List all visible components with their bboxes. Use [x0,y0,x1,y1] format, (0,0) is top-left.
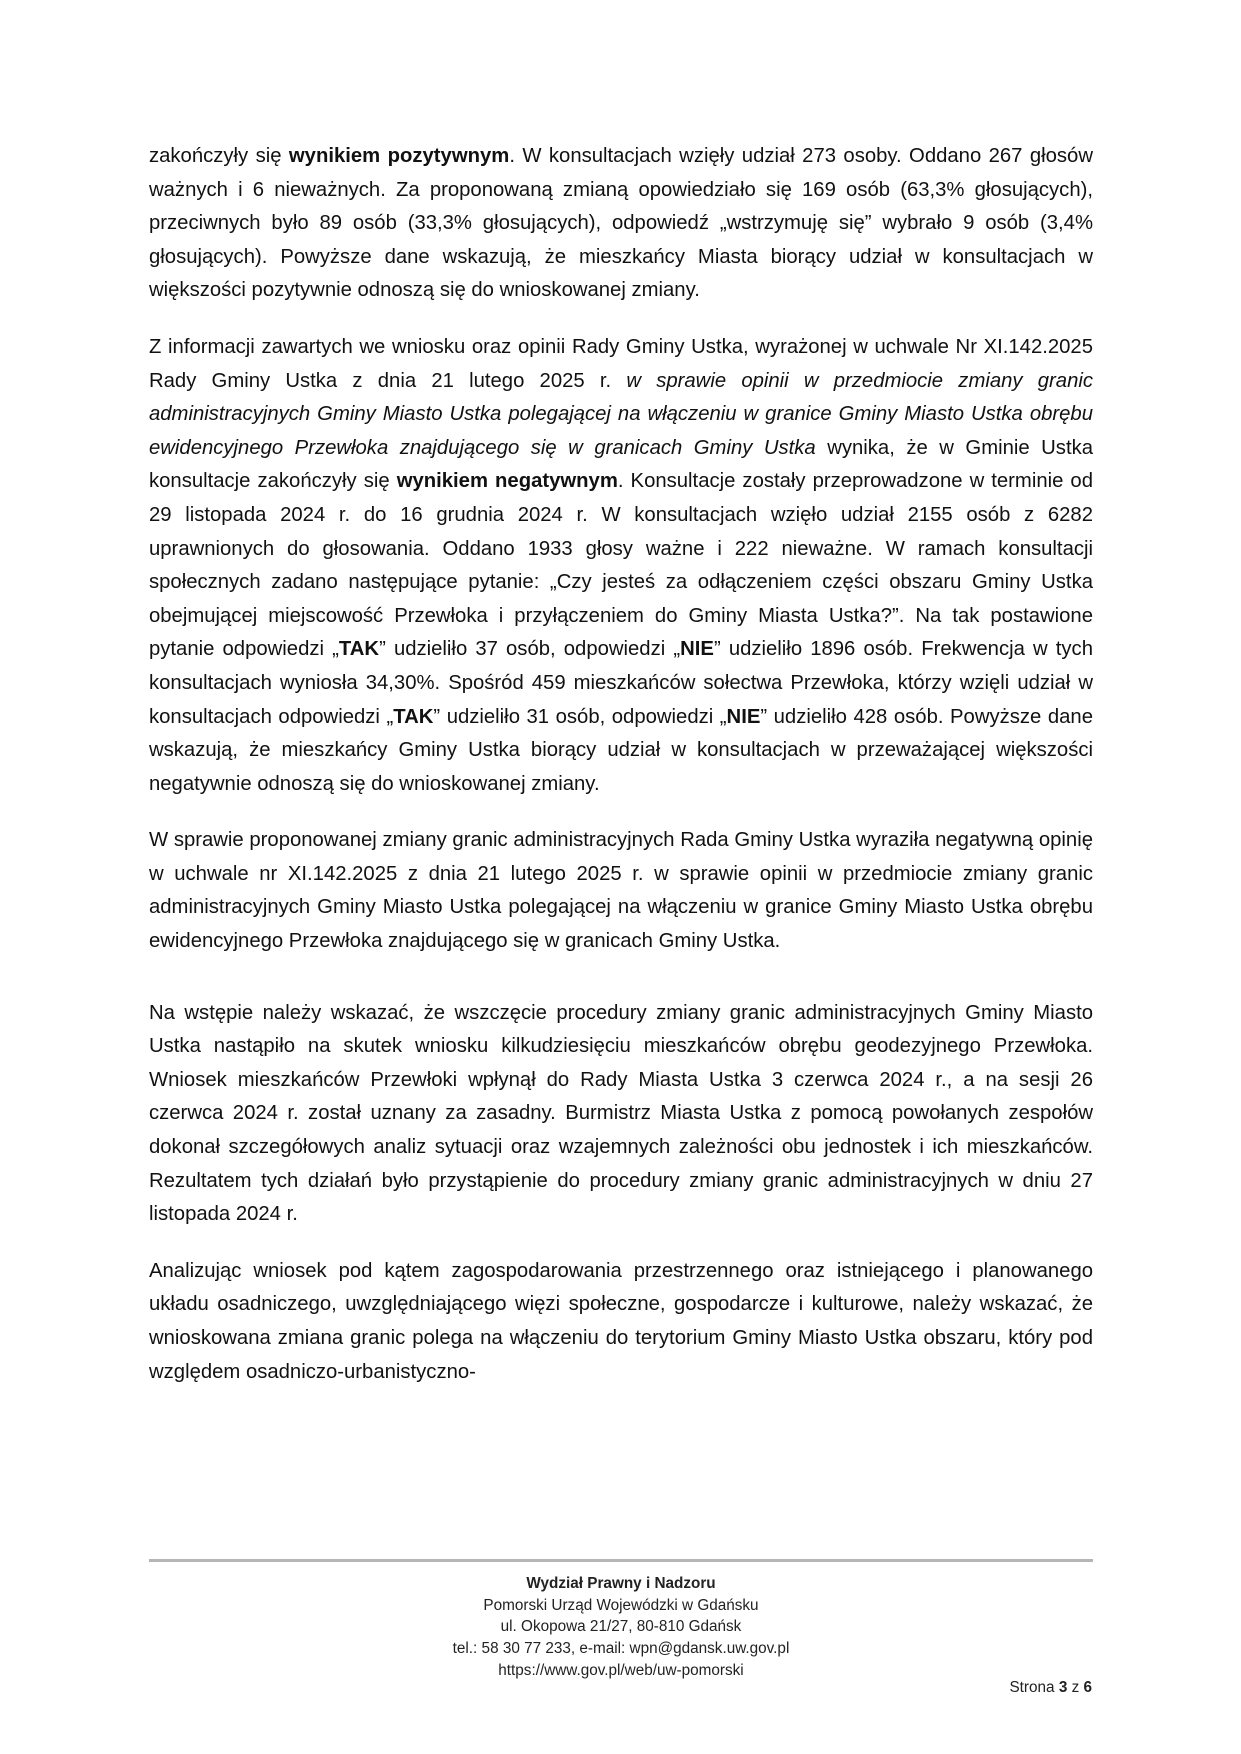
paragraph-2-text-e: ” udzieliło 1896 osób. Frekwencja w tych konsultacjach wyniosła 34,30%. Spośród 459 mieszkańców sołectwa Przewłoka, którzy wzięli udział w konsultacjach odpowiedzi „ [149,638,1093,728]
footer-office: Pomorski Urząd Wojewódzki w Gdańsku [483,1596,759,1614]
paragraph-2-text-g: ” udzieliło 428 osób. Powyższe dane wskazują, że mieszkańcy Gminy Ustka biorący udział w konsultacjach w przeważającej większości negatywnie odnoszą się do wnioskowanej zmiany. [149,705,1093,795]
page-number-total: 6 [1083,1679,1092,1696]
paragraph-spacer [149,959,1093,997]
paragraph-2-bold-nie-1: NIE [680,638,714,661]
page-number [1009,1679,1092,1697]
paragraph-2-italic-title: w sprawie opinii w przedmiocie zmiany granic administracyjnych Gminy Miasto Ustka polegającej na włączeniu w granice Gminy Miasto Ustka obrębu ewidencyjnego Przewłoka znajdującego się w granicach Gminy Ustka [149,369,1093,459]
paragraph-1 [149,140,1093,308]
paragraph-2-text-b: wynika, że w Gminie Ustka konsultacje zakończyły się [149,436,1093,493]
paragraph-2-text-a: Z informacji zawartych we wniosku oraz opinii Rady Gminy Ustka, wyrażonej w uchwale Nr XI.142.2025 Rady Gminy Ustka z dnia 21 lutego 2025 r. [149,335,1093,392]
paragraph-2-text-c: . Konsultacje zostały przeprowadzone w terminie od 29 listopada 2024 r. do 16 grudnia 2024 r. W konsultacjach wzięło udział 2155 osób z 6282 uprawnionych do głosowania. Oddano 1933 głosy ważne i 222 nieważne. W ramach konsultacji społecznych zadano następujące pytanie: „Czy jesteś za odłączeniem części obszaru Gminy Ustka obejmującej miejscowość Przewłoka i przyłączeniem do Gminy Miasta Ustka?”. Na tak postawione pytanie odpowiedzi „ [149,470,1093,661]
paragraph-4: Na wstępie należy wskazać, że wszczęcie procedury zmiany granic administracyjnych Gminy Miasto Ustka nastąpiło na skutek wniosku kilkudziesięciu mieszkańców obrębu geodezyjnego Przewłoka. Wniosek mieszkańców Przewłoki wpłynął do Rady Miasta Ustka 3 czerwca 2024 r., a na sesji 26 czerwca 2024 r. został uznany za zasadny. Burmistrz Miasta Ustka z pomocą powołanych zespołów dokonał szczegółowych analiz sytuacji oraz wzajemnych zależności obu jednostek i ich mieszkańców. Rezultatem tych działań było przystąpienie do procedury zmiany granic administracyjnych w dniu 27 listopada 2024 r. [149,1001,1093,1226]
paragraph-5: Analizując wniosek pod kątem zagospodarowania przestrzennego oraz istniejącego i planowanego układu osadniczego, uwzględniającego więzi społeczne, gospodarcze i kulturowe, należy wskazać, że wnioskowana zmiana granic polega na włączeniu do terytorium Gminy Miasto Ustka obszaru, który pod względem osadniczo-urbanistyczno- [149,1259,1093,1383]
paragraph-2-bold-nie-2: NIE [726,705,761,728]
page-number-separator: z [1067,1679,1084,1696]
footer-department: Wydział Prawny i Nadzoru [526,1575,716,1592]
paragraph-1-text-b: . W konsultacjach wzięły udział 273 osoby. Oddano 267 głosów ważnych i 6 nieważnych. Za proponowaną zmianą opowiedziało się 169 osób (63,3% głosujących), przeciwnych było 89 osób (33,3% głosujących), odpowiedź „wstrzymuję się” wybrało 9 osób (3,4% głosujących). Powyższe dane wskazują, że mieszkańcy Miasta biorący udział w konsultacjach w większości pozytywnie odnoszą się do wnioskowanej zmiany. [149,145,1093,302]
footer-divider [149,1559,1093,1562]
paragraph-3: W sprawie proponowanej zmiany granic administracyjnych Rada Gminy Ustka wyraziła negatywną opinię w uchwale nr XI.142.2025 z dnia 21 lutego 2025 r. w sprawie opinii w przedmiocie zmiany granic administracyjnych Gminy Miasto Ustka polegającej na włączeniu w granice Gminy Miasto Ustka obrębu ewidencyjnego Przewłoka znajdującego się w granicach Gminy Ustka. [149,829,1093,953]
paragraph-1-bold-result: wynikiem pozytywnym [288,145,510,167]
paragraph-2-bold-result: wynikiem negatywnym [396,470,618,493]
footer-website: https://www.gov.pl/web/uw-pomorski [498,1661,744,1679]
footer-contact: tel.: 58 30 77 233, e-mail: wpn@gdansk.uw.gov.pl [452,1640,790,1658]
paragraph-2-bold-tak-1: TAK [338,638,380,661]
paragraph-2-text-d: ” udzieliło 37 osób, odpowiedzi „ [379,638,681,661]
page-number-prefix: Strona [1009,1679,1059,1696]
page-number-current: 3 [1058,1679,1068,1696]
paragraph-spacer [149,1232,1093,1255]
footer [149,1573,1093,1682]
paragraph-2-text-f: ” udzieliło 31 osób, odpowiedzi „ [433,705,727,728]
document-body [149,140,1093,1389]
footer-address: ul. Okopowa 21/27, 80-810 Gdańsk [500,1618,742,1636]
paragraph-2 [149,331,1093,801]
paragraph-spacer [149,308,1093,331]
paragraph-2-bold-tak-2: TAK [393,705,434,728]
paragraph-spacer [149,801,1093,824]
paragraph-1-text-a: zakończyły się [149,145,289,167]
